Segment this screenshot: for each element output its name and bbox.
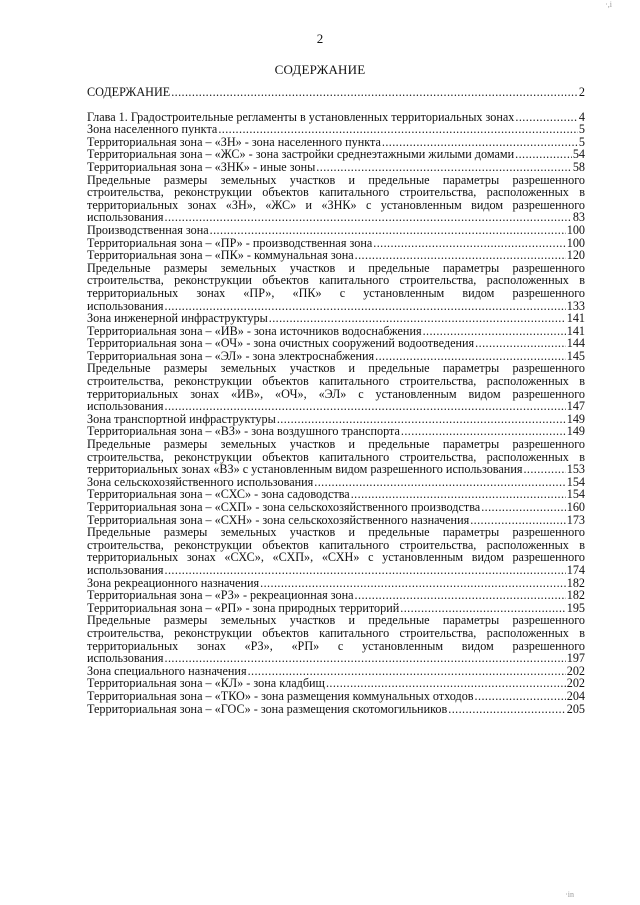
toc-page-number: 100 <box>566 222 585 237</box>
toc-entry-text: Территориальная зона – «ВЗ» - зона воздушного транспорта <box>87 424 400 439</box>
toc-entry-line[interactable] <box>87 589 585 602</box>
toc-entry-text: Зона населенного пункта <box>87 122 218 137</box>
toc-entry[interactable] <box>87 362 585 412</box>
toc-entry-text: строительства, реконструкции объектов капитального строительства, расположенных в <box>87 537 585 552</box>
toc-page-number: 147 <box>566 399 585 414</box>
toc-entry-line[interactable] <box>87 161 585 174</box>
toc-entry[interactable] <box>87 690 585 703</box>
toc-entry-text: СОДЕРЖАНИЕ <box>87 85 171 99</box>
toc-entry-text: Территориальная зона – «ЭЛ» - зона электроснабжения <box>87 348 375 363</box>
toc-page-number: 149 <box>566 424 585 439</box>
toc-leader-dots <box>165 564 566 577</box>
toc-leader-dots <box>165 400 566 413</box>
toc-leader-dots <box>165 211 572 224</box>
toc-page-number: 204 <box>566 688 585 703</box>
toc-page-number: 5 <box>578 134 585 149</box>
toc-entry[interactable] <box>87 438 585 476</box>
toc-entry-line[interactable] <box>87 703 585 716</box>
toc-leader-dots <box>165 652 566 665</box>
toc-entry[interactable] <box>87 312 585 325</box>
toc-entry-text: Территориальная зона – «РП» - зона природных территорий <box>87 600 400 615</box>
toc-entry-line[interactable] <box>87 312 585 325</box>
toc-page-number: 149 <box>566 411 585 426</box>
toc-entry-text: использования <box>87 651 164 666</box>
toc-entry-text: Производственная зона <box>87 222 209 237</box>
toc-entry-text: Предельные размеры земельных участков и предельные параметры разрешенного <box>87 525 585 540</box>
toc-page-number: 153 <box>566 462 585 477</box>
toc-entry-text: Территориальная зона – «ЗНК» - иные зоны <box>87 159 316 174</box>
toc-entry-text: территориальных зонах «ЗН», «ЖС» и «ЗНК» с установленным видом разрешенного <box>87 197 585 212</box>
toc-entry-text: строительства, реконструкции объектов капитального строительства, расположенных в <box>87 449 585 464</box>
toc-page-number: 144 <box>566 336 585 351</box>
toc-page-number: 202 <box>566 676 585 691</box>
toc-entry-line[interactable] <box>87 86 585 99</box>
toc-entry[interactable] <box>87 501 585 514</box>
toc-page-number: 58 <box>572 159 585 174</box>
toc-page-number: 205 <box>566 701 585 716</box>
toc-entry-text: Зона сельскохозяйственного использования <box>87 474 314 489</box>
toc-leader-dots <box>523 463 565 476</box>
page-number: 2 <box>316 31 324 46</box>
table-of-contents <box>87 86 585 715</box>
toc-entry-text: Территориальная зона – «ГОС» - зона размещения скотомогильников <box>87 701 448 716</box>
toc-entry-text: территориальных зонах «ПР», «ПК» с установленным видом разрешенного <box>87 285 585 300</box>
toc-entry-line[interactable] <box>87 400 585 413</box>
toc-page-number: 197 <box>566 651 585 666</box>
toc-entry[interactable] <box>87 161 585 174</box>
toc-entry-text: Территориальная зона – «ТКО» - зона размещения коммунальных отходов <box>87 688 474 703</box>
toc-entry[interactable] <box>87 224 585 237</box>
toc-page-number: 100 <box>566 235 585 250</box>
toc-entry-text: Зона рекреационного назначения <box>87 575 260 590</box>
toc-entry[interactable] <box>87 262 585 312</box>
toc-entry-text: использования <box>87 562 164 577</box>
toc-page-number: 141 <box>566 323 585 338</box>
toc-leader-dots <box>355 249 566 262</box>
toc-entry-text: использования <box>87 210 164 225</box>
toc-leader-dots <box>481 501 566 514</box>
toc-page-number: 154 <box>566 474 585 489</box>
toc-page-number: 2 <box>578 85 585 99</box>
toc-entry[interactable] <box>87 589 585 602</box>
toc-page-number: 5 <box>578 122 585 137</box>
toc-entry-text: Предельные размеры земельных участков и предельные параметры разрешенного <box>87 260 585 275</box>
toc-leader-dots <box>210 224 566 237</box>
toc-entry-text: Территориальная зона – «ПК» - коммунальная зона <box>87 248 354 263</box>
toc-entry-text: территориальных зонах «СХС», «СХП», «СХН» с установленным видом разрешенного <box>87 550 585 565</box>
toc-title: СОДЕРЖАНИЕ <box>274 62 366 77</box>
toc-entry-text: территориальных зонах «РЗ», «РП» с установленным видом разрешенного <box>87 638 585 653</box>
toc-entry[interactable] <box>87 614 585 664</box>
corner-mark-bottom: ·in <box>565 890 574 899</box>
toc-entry-text: Территориальная зона – «СХП» - зона сельскохозяйственного производства <box>87 500 481 514</box>
toc-entry[interactable] <box>87 249 585 262</box>
toc-entry-text: Территориальная зона – «СХН» - зона сельскохозяйственного назначения <box>87 512 470 527</box>
toc-entry-text: строительства, реконструкции объектов капитального строительства, расположенных в <box>87 374 585 389</box>
toc-page-number: 145 <box>566 348 585 363</box>
toc-page-number: 154 <box>566 487 585 502</box>
toc-entry-text: Территориальная зона – «РЗ» - рекреационная зона <box>87 588 354 603</box>
toc-page-number: 182 <box>566 588 585 603</box>
toc-entry-line[interactable] <box>87 564 585 577</box>
toc-entry-line[interactable] <box>87 501 585 514</box>
toc-entry[interactable] <box>87 526 585 576</box>
toc-entry-text: Предельные размеры земельных участков и предельные параметры разрешенного <box>87 613 585 628</box>
toc-leader-dots <box>448 703 565 716</box>
toc-leader-dots <box>171 86 578 99</box>
toc-entry-text: территориальных зонах «ИВ», «ОЧ», «ЭЛ» с установленным видом разрешенного <box>87 386 585 401</box>
toc-entry-text: Зона инженерной инфраструктуры <box>87 311 268 326</box>
toc-leader-dots <box>314 476 565 489</box>
toc-page-number: 4 <box>578 109 585 124</box>
toc-entry-text: Зона специального назначения <box>87 663 247 678</box>
toc-entry[interactable] <box>87 174 585 224</box>
toc-entry-line[interactable] <box>87 249 585 262</box>
toc-entry-text: Территориальная зона – «ОЧ» - зона очистных сооружений водоотведения <box>87 336 475 351</box>
toc-leader-dots <box>316 161 572 174</box>
toc-page-number: 133 <box>566 298 585 313</box>
toc-entry-text: Территориальная зона – «ИВ» - зона источников водоснабжения <box>87 323 422 338</box>
toc-entry-line[interactable] <box>87 652 585 665</box>
toc-entry[interactable] <box>87 703 585 716</box>
toc-leader-dots <box>218 123 578 136</box>
toc-page-number: 120 <box>566 248 585 263</box>
toc-entry-text: Предельные размеры земельных участков и предельные параметры разрешенного <box>87 361 585 376</box>
toc-entry-text: Глава 1. Градостроительные регламенты в установленных территориальных зонах <box>87 109 515 124</box>
toc-page-number: 195 <box>566 600 585 615</box>
toc-leader-dots <box>475 337 566 350</box>
toc-spacer <box>87 99 585 111</box>
corner-mark-top: ·,i <box>605 0 612 9</box>
toc-entry-text: строительства, реконструкции объектов капитального строительства, расположенных в <box>87 185 585 200</box>
toc-leader-dots <box>515 111 578 124</box>
toc-leader-dots <box>373 237 565 250</box>
toc-entry-text: Предельные размеры земельных участков и предельные параметры разрешенного <box>87 172 585 187</box>
toc-page-number: 83 <box>572 210 585 225</box>
toc-page-number: 174 <box>566 562 585 577</box>
toc-entry-text: Территориальная зона – «ПР» - производственная зона <box>87 235 373 250</box>
toc-entry[interactable] <box>87 86 585 99</box>
toc-entry-line[interactable] <box>87 463 585 476</box>
toc-entry-text: использования <box>87 298 164 313</box>
toc-entry-line[interactable] <box>87 690 585 703</box>
toc-entry-text: строительства, реконструкции объектов капитального строительства, расположенных в <box>87 273 585 288</box>
toc-page-number: 173 <box>566 512 585 527</box>
toc-entry-text: территориальных зонах «ВЗ» с установленным видом разрешенного использования <box>87 462 523 477</box>
toc-entry-text: Территориальная зона – «СХС» - зона садоводства <box>87 487 350 502</box>
toc-entry-text: Территориальная зона – «КЛ» - зона кладбищ <box>87 676 325 691</box>
toc-entry[interactable] <box>87 337 585 350</box>
toc-entry-text: Территориальная зона – «ЖС» - зона застройки среднеэтажными жилыми домами <box>87 147 515 162</box>
toc-entry-text: Предельные размеры земельных участков и предельные параметры разрешенного <box>87 437 585 452</box>
toc-page-number: 202 <box>566 663 585 678</box>
toc-entry-text: Зона транспортной инфраструктуры <box>87 411 276 426</box>
toc-page-number: 182 <box>566 575 585 590</box>
toc-entry-line[interactable] <box>87 123 585 136</box>
toc-entry[interactable] <box>87 123 585 136</box>
toc-leader-dots <box>515 148 572 161</box>
toc-entry-line[interactable] <box>87 337 585 350</box>
toc-page-number: 141 <box>566 311 585 326</box>
toc-entry-line[interactable] <box>87 224 585 237</box>
toc-entry-text: строительства, реконструкции объектов капитального строительства, расположенных в <box>87 625 585 640</box>
toc-entry-text: использования <box>87 399 164 414</box>
toc-entry-text: Территориальная зона – «ЗН» - зона населенного пункта <box>87 134 381 149</box>
toc-page-number: 160 <box>566 500 585 514</box>
toc-leader-dots <box>475 690 566 703</box>
toc-leader-dots <box>269 312 566 325</box>
toc-leader-dots <box>355 589 566 602</box>
toc-page-number: 54 <box>572 147 585 162</box>
